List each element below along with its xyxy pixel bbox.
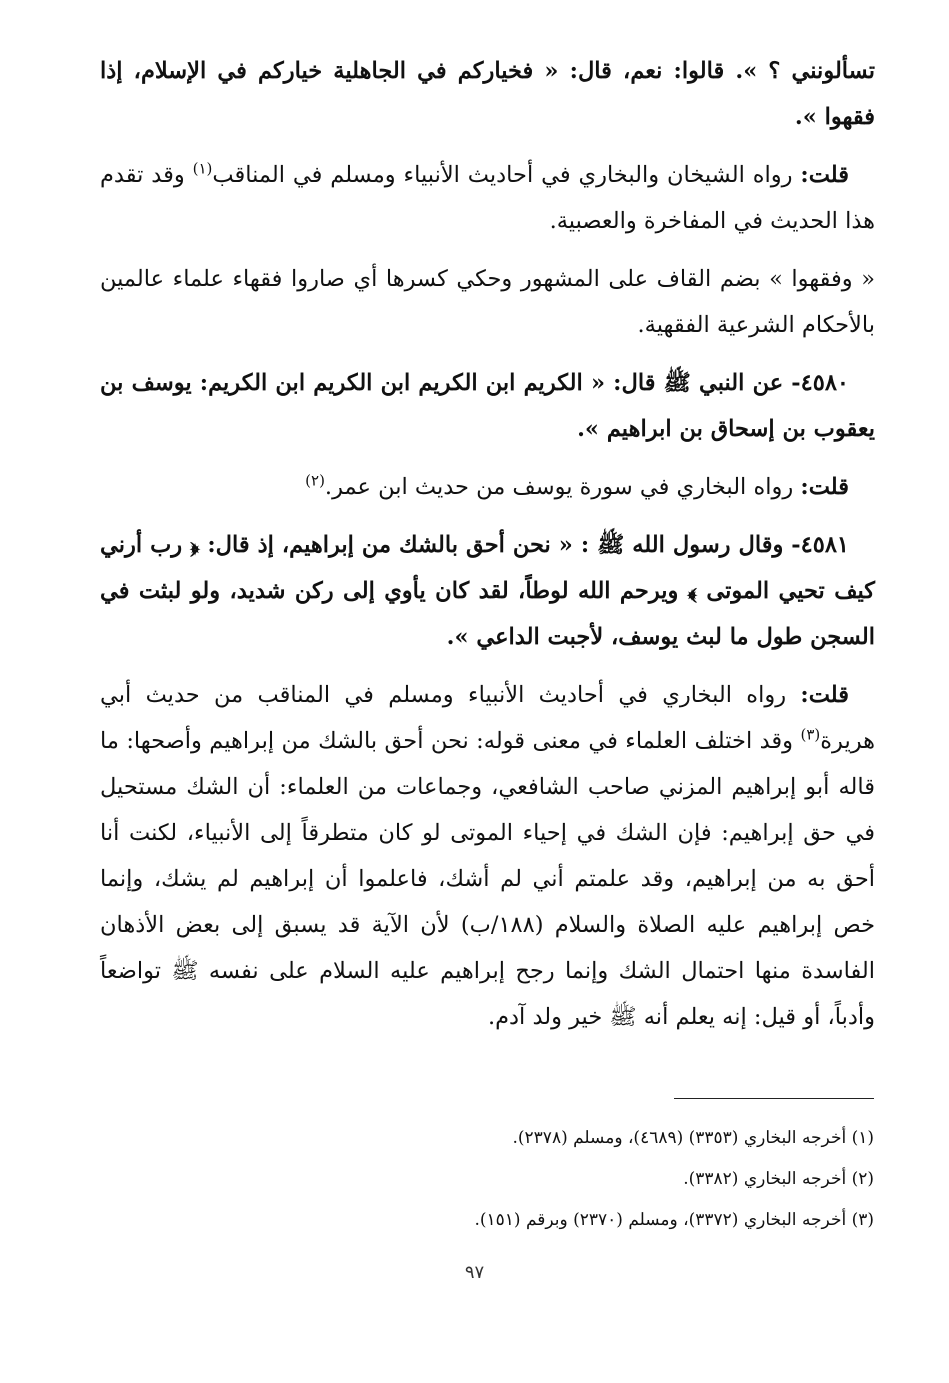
footnote-ref-3: (٣) (800, 725, 821, 744)
paragraph-text: « وفقهوا » بضم القاف على المشهور وحكي كسرها أي صاروا فقهاء علماء عالمين بالأحكام الشرعية الفقهية. (100, 266, 875, 338)
footnote-ref-2: (٢) (305, 471, 325, 490)
footnote-3: (٣) أخرجه البخاري (٣٣٧٢)، ومسلم (٢٣٧٠) وبرقم (١٥١). (474, 1210, 874, 1230)
paragraph-text: وقد اختلف العلماء في معنى قوله: نحن أحق بالشك من إبراهيم وأصحها: ما قاله أبو إبراهيم المزني صاحب الشافعي، وجماعات من العلماء: أن الشك مستحيل في حق إبراهيم: فإن الشك في إحياء الموتى لو كان متطرقاً إلى الأنبياء، لكنت أنا أحق به من إبراهيم، وقد علمتم أني لم أشك، فاعلموا أن إبراهيم لم يشك، وإنما خص إبراهيم عليه الصلاة والسلام (١٨٨/ب) لأن الآية قد يسبق إلى بعض الأذهان الفاسدة منها احتمال الشك وإنما رجح إبراهيم عليه السلام على نفسه ﷺ تواضعاً وأدباً، أو قيل: إنه يعلم أنه ﷺ خير ولد آدم. (100, 728, 875, 1030)
main-text (100, 48, 875, 1052)
paragraph-text: رواه البخاري في سورة يوسف من حديث ابن عمر. (324, 474, 801, 500)
footnote-1: (١) أخرجه البخاري (٣٣٥٣) (٤٦٨٩)، ومسلم (٢٣٧٨). (512, 1128, 874, 1148)
paragraph-explanation (100, 256, 875, 348)
qultu-label: قلت: (800, 474, 849, 500)
footnote-2: (٢) أخرجه البخاري (٣٣٨٢). (683, 1169, 874, 1189)
qultu-label: قلت: (800, 162, 849, 188)
hadith-4581 (100, 522, 875, 660)
paragraph-text: وقد تقدم هذا الحديث في المفاخرة والعصبية. (100, 162, 875, 234)
footnote-ref-1: (١) (192, 159, 213, 178)
paragraph-text: ٤٥٨١- وقال رسول الله ﷺ : « نحن أحق بالشك من إبراهيم، إذ قال: ﴿ رب أرني كيف تحيي الموتى ﴾ ويرحم الله لوطاً، لقد كان يأوي إلى ركن شديد، ولو لبثت في السجن طول ما لبث يوسف، لأجبت الداعي ». (100, 532, 875, 650)
paragraph-qultu-1 (100, 152, 875, 244)
paragraph-qultu-2 (100, 464, 875, 510)
paragraph-text: رواه البخاري في أحاديث الأنبياء ومسلم في المناقب من حديث أبي هريرة (100, 682, 875, 754)
paragraph-hadith-continuation (100, 48, 875, 140)
hadith-4580 (100, 360, 875, 452)
paragraph-text: تسألونني ؟ ». قالوا: نعم، قال: « فخياركم في الجاهلية خياركم في الإسلام، إذا فقهوا ». (100, 58, 875, 130)
paragraph-qultu-3 (100, 672, 875, 1040)
footnote-divider (674, 1098, 874, 1099)
paragraph-text: رواه الشيخان والبخاري في أحاديث الأنبياء ومسلم في المناقب (212, 162, 801, 188)
page-number: ٩٧ (464, 1262, 485, 1283)
footnotes (174, 1118, 874, 1241)
paragraph-text: ٤٥٨٠- عن النبي ﷺ قال: « الكريم ابن الكريم ابن الكريم ابن الكريم: يوسف بن يعقوب بن إسحاق بن ابراهيم ». (100, 370, 875, 442)
qultu-label: قلت: (800, 682, 849, 708)
